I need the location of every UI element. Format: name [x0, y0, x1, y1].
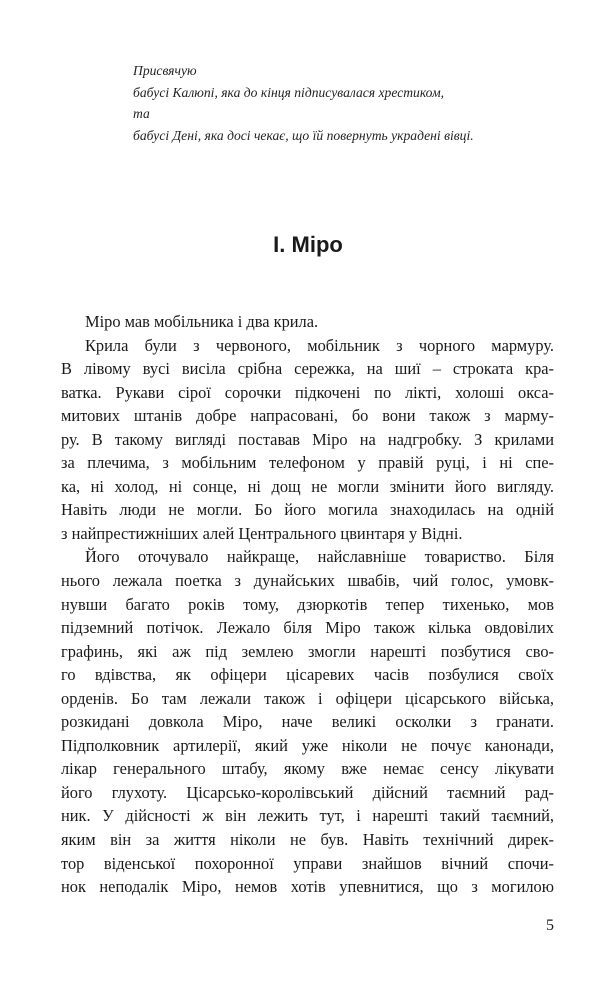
text-line — [61, 852, 554, 876]
text-line — [61, 734, 554, 758]
text-line — [61, 404, 554, 428]
dedication-line: та — [133, 106, 150, 121]
text-line-content: Його оточувало найкраще, найславніше товариство. Біля — [85, 547, 554, 567]
text-line-content: ру. В такому вигляді поставав Міро на надгробку. З крилами — [61, 429, 554, 449]
text-line-content: ка, ні холод, ні сонце, ні дощ не могли змінити його вигляду. — [61, 476, 554, 496]
text-line-content: нього лежала поетка з дунайських швабів, чий голос, умовк- — [61, 571, 554, 591]
text-line-content: з найпрестижніших алей Центрального цвинтаря у Відні. — [61, 523, 463, 543]
text-line-content: Крила були з червоного, мобільник з чорного мармуру. — [85, 335, 554, 355]
text-line — [61, 804, 554, 828]
dedication — [133, 60, 573, 146]
text-line — [61, 687, 554, 711]
text-line-content: ник. У дійсності ж він лежить тут, і нарешті такий таємний, — [61, 806, 554, 826]
text-line — [61, 616, 554, 640]
text-line — [61, 498, 554, 522]
body-text — [61, 310, 554, 899]
text-line — [61, 334, 554, 358]
text-line — [61, 522, 554, 546]
text-line — [61, 545, 554, 569]
text-line — [61, 428, 554, 452]
text-line-content: Міро мав мобільника і два крила. — [85, 312, 319, 331]
text-line-content: яким він за життя ніколи не був. Навіть технічний дирек- — [61, 830, 554, 850]
text-line-content: лікар генерального штабу, якому вже немає сенсу лікувати — [61, 759, 554, 779]
text-line-content: Підполковник артилерії, який уже ніколи не почує канонади, — [61, 735, 554, 755]
chapter-title: I. Міро — [273, 232, 343, 257]
dedication-line: бабусі Дені, яка досі чекає, що їй повернуть украдені вівці. — [133, 127, 474, 143]
text-line-content: Навіть люди не могли. Бо його могила знаходилась на одній — [61, 500, 554, 520]
text-line — [61, 710, 554, 734]
page-number: 5 — [546, 917, 554, 934]
text-line-content: графинь, які аж під землею змогли нарешті позбутися сво- — [61, 641, 554, 661]
text-line-content: тор віденської похоронної управи знайшов вічний спочи- — [61, 853, 554, 873]
text-line-content: нок неподалік Міро, немов хотів упевнитися, що з могилою — [61, 877, 554, 897]
text-line — [61, 381, 554, 405]
text-line-content: підземний потічок. Лежало біля Міро також кілька овдовілих — [61, 618, 554, 638]
dedication-line: бабусі Калюпі, яка до кінця підписувалася хрестиком, — [133, 84, 445, 100]
text-line — [61, 475, 554, 499]
text-line-content: нувши багато років тому, дзюркотів тепер тихенько, мов — [61, 594, 554, 614]
text-line-content: за плечима, з мобільним телефоном у правій руці, і ні спе- — [61, 453, 554, 473]
text-line — [61, 310, 554, 334]
text-line — [61, 357, 554, 381]
text-line-content: розкидані довкола Міро, наче великі осколки з гранати. — [61, 712, 554, 732]
text-line-content: орденів. Бо там лежали також і офіцери цісарського війська, — [61, 688, 554, 708]
dedication-line: Присвячую — [133, 63, 197, 78]
text-line — [61, 663, 554, 687]
text-line — [61, 781, 554, 805]
text-line — [61, 757, 554, 781]
text-line — [61, 451, 554, 475]
text-line-content: ватка. Рукави сірої сорочки підкочені по лікті, холоші окса- — [61, 382, 554, 402]
text-line — [61, 828, 554, 852]
text-line-content: В лівому вусі висіла срібна сережка, на шиї – строката кра- — [61, 359, 554, 379]
text-line — [61, 569, 554, 593]
text-line-content: митових штанів добре напрасовані, бо вони також з марму- — [61, 406, 554, 426]
text-line — [61, 875, 554, 899]
text-line-content: його глухоту. Цісарсько-королівський дійсний таємний рад- — [61, 782, 554, 802]
text-line — [61, 640, 554, 664]
text-line — [61, 593, 554, 617]
text-line-content: го вдівства, як офіцери цісаревих часів позбулися своїх — [61, 665, 554, 685]
